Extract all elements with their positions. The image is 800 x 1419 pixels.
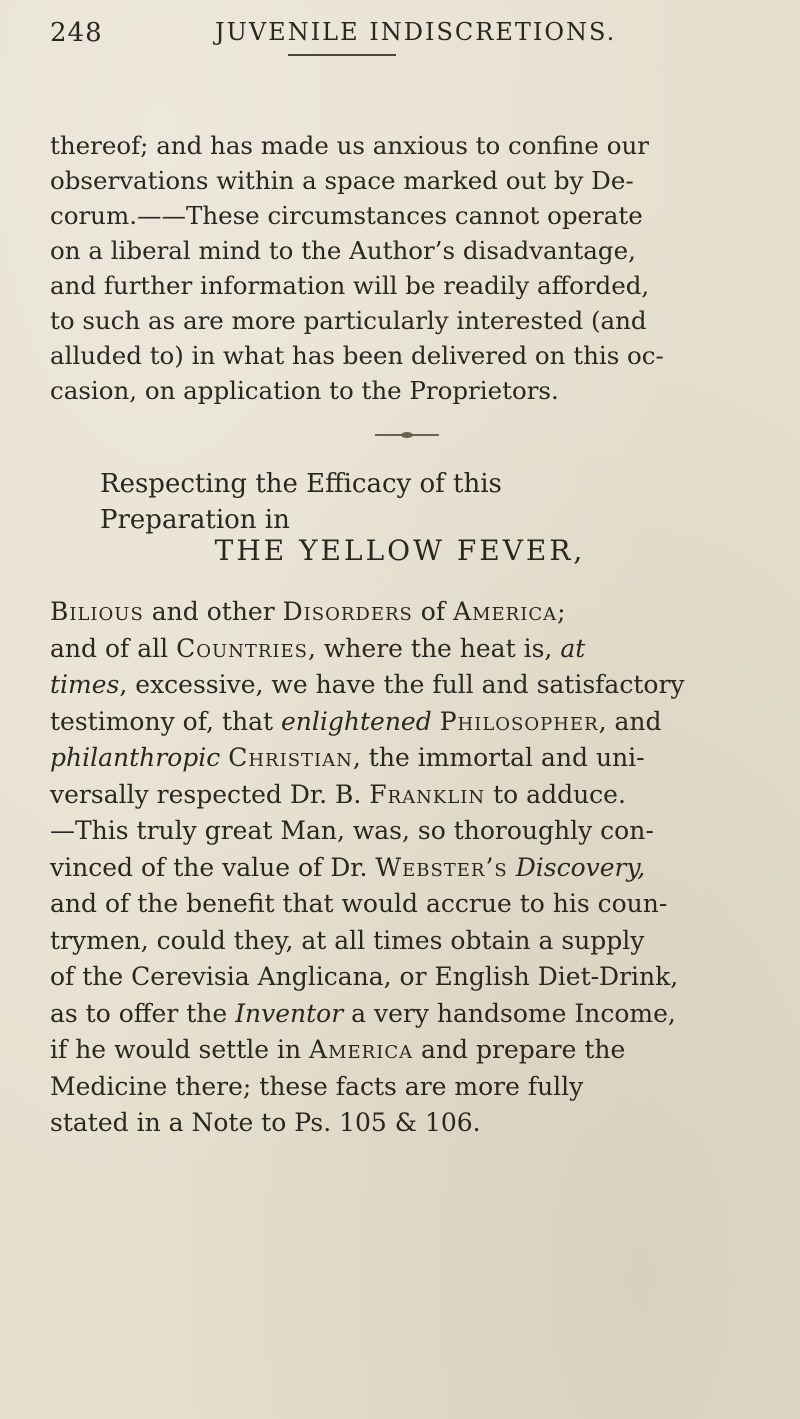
text-line: on a liberal mind to the Author’s disadvantage, xyxy=(50,236,636,265)
text-line xyxy=(50,704,750,741)
text-run: and prepare the xyxy=(413,1035,626,1064)
text-run: , and xyxy=(598,706,662,736)
text-run: and of the benefit that would accrue to his coun- xyxy=(50,889,668,918)
text-run xyxy=(508,853,516,882)
page-header xyxy=(0,8,800,48)
running-head: JUVENILE INDISCRETIONS. xyxy=(215,18,617,46)
text-run: —This truly great Man, was, so thoroughly con- xyxy=(50,816,654,845)
text-run: of xyxy=(412,597,454,626)
italic-word: Discovery, xyxy=(515,852,646,882)
paragraph-continued xyxy=(50,128,750,408)
text-line: corum.——These circumstances cannot operate xyxy=(50,201,643,230)
text-line xyxy=(50,813,750,850)
text-run: and of all xyxy=(50,633,177,663)
text-line xyxy=(50,740,750,777)
small-caps-word: Philosopher xyxy=(439,706,599,736)
small-caps-word: Christian xyxy=(228,743,353,772)
section-heading: THE YELLOW FEVER, xyxy=(214,534,586,567)
italic-word: Inventor xyxy=(235,998,344,1028)
text-run: , where the heat is, xyxy=(308,633,561,663)
small-caps-word: Countries xyxy=(176,633,309,663)
text-run: if he would settle in xyxy=(50,1035,310,1064)
text-line xyxy=(50,923,750,960)
text-line: casion, on application to the Proprietors. xyxy=(50,376,559,405)
text-run: , excessive, we have the full and satisfactory xyxy=(119,670,685,699)
text-run: as to offer the xyxy=(50,998,236,1028)
text-line: to such as are more particularly interested (and xyxy=(50,306,647,335)
text-run: to adduce. xyxy=(485,779,626,809)
text-run: of the Cerevisia Anglicana, or English Diet-Drink, xyxy=(50,962,679,991)
paragraph-yellow-fever xyxy=(50,594,750,1142)
text-line xyxy=(50,1105,750,1142)
text-line xyxy=(50,631,750,668)
text-line xyxy=(50,996,750,1033)
section-ornament xyxy=(375,434,439,436)
italic-word: enlightened xyxy=(281,706,432,736)
text-line: alluded to) in what has been delivered on this oc- xyxy=(50,341,664,370)
italic-word: at xyxy=(560,633,586,663)
header-rule xyxy=(288,54,396,56)
italic-word: philanthropic xyxy=(50,743,221,772)
text-line xyxy=(50,886,750,923)
text-line xyxy=(50,667,750,704)
text-run: and other xyxy=(143,597,283,626)
text-line xyxy=(50,1069,750,1106)
small-caps-word: Disorders xyxy=(282,597,413,626)
text-line xyxy=(50,594,750,631)
section-subheading: Respecting the Efficacy of this Preparation in xyxy=(100,469,502,535)
text-run: stated in a Note to Ps. 105 & 106. xyxy=(50,1108,481,1137)
small-caps-word: Franklin xyxy=(369,779,486,809)
small-caps-word: Bilious xyxy=(50,597,144,626)
text-run: trymen, could they, at all times obtain a supply xyxy=(50,925,645,955)
text-line xyxy=(50,959,750,996)
text-run: a very handsome Income, xyxy=(343,998,676,1028)
text-run: versally respected Dr. B. xyxy=(50,779,370,809)
text-line: and further information will be readily afforded, xyxy=(50,271,650,300)
page-number: 248 xyxy=(50,18,103,48)
text-run xyxy=(432,707,440,736)
text-line: thereof; and has made us anxious to confine our xyxy=(50,131,649,160)
text-run: vinced of the value of Dr. xyxy=(50,852,376,882)
text-line xyxy=(50,777,750,814)
small-caps-word: America xyxy=(309,1035,414,1064)
text-line xyxy=(50,850,750,887)
text-line: observations within a space marked out by De- xyxy=(50,166,634,195)
text-line xyxy=(50,1032,750,1069)
text-run: testimony of, that xyxy=(50,706,281,736)
small-caps-word: Webster’s xyxy=(375,852,508,882)
small-caps-word: America; xyxy=(453,597,567,626)
text-run: Medicine there; these facts are more fully xyxy=(50,1071,584,1101)
italic-word: times xyxy=(50,670,120,699)
text-run: , the immortal and uni- xyxy=(352,743,645,772)
